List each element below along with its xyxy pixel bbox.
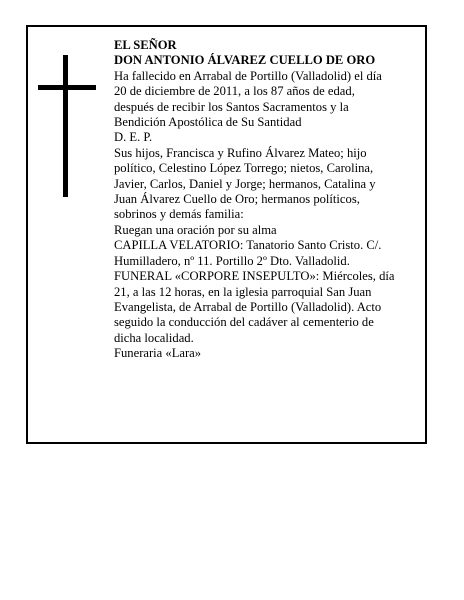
obituary-text bbox=[114, 38, 412, 362]
notice-title: EL SEÑOR bbox=[114, 38, 177, 52]
chapel-line: CAPILLA VELATORIO: Tanatorio Santo Cristo. C/. bbox=[114, 238, 382, 253]
funeral-line: dicha localidad. bbox=[114, 330, 194, 345]
family-line: Javier, Carlos, Daniel y Jorge; hermanos, Catalina y bbox=[114, 176, 376, 191]
cross-vertical-bar bbox=[63, 55, 68, 197]
funeral-line: FUNERAL «CORPORE INSEPULTO»: Miércoles, día bbox=[114, 269, 395, 284]
death-line: 20 de diciembre de 2011, a los 87 años de edad, bbox=[114, 84, 355, 99]
funeral-line: 21, a las 12 horas, en la iglesia parroquial San Juan bbox=[114, 284, 372, 299]
funeral-home: Funeraria «Lara» bbox=[114, 346, 202, 361]
family-line: Juan Álvarez Cuello de Oro; hermanos políticos, bbox=[114, 192, 360, 207]
family-line: sobrinos y demás familia: bbox=[114, 207, 244, 222]
prayer-request: Ruegan una oración por su alma bbox=[114, 222, 277, 237]
death-line: Ha fallecido en Arrabal de Portillo (Valladolid) el día bbox=[114, 68, 382, 83]
chapel-line: Humilladero, nº 11. Portillo 2º Dto. Valladolid. bbox=[114, 253, 350, 268]
cross-icon bbox=[38, 55, 96, 197]
funeral-line: Evangelista, de Arrabal de Portillo (Valladolid). Acto bbox=[114, 299, 382, 314]
family-line: Sus hijos, Francisca y Rufino Álvarez Mateo; hijo bbox=[114, 145, 367, 160]
rip-text: D. E. P. bbox=[114, 130, 153, 145]
death-line: después de recibir los Santos Sacramentos y la bbox=[114, 99, 349, 114]
deceased-name: DON ANTONIO ÁLVAREZ CUELLO DE ORO bbox=[114, 53, 376, 68]
cross-horizontal-bar bbox=[38, 85, 96, 90]
family-line: político, Celestino López Torrego; nietos, Carolina, bbox=[114, 161, 374, 176]
funeral-line: seguido la conducción del cadáver al cementerio de bbox=[114, 315, 374, 330]
death-line: Bendición Apostólica de Su Santidad bbox=[114, 115, 302, 130]
